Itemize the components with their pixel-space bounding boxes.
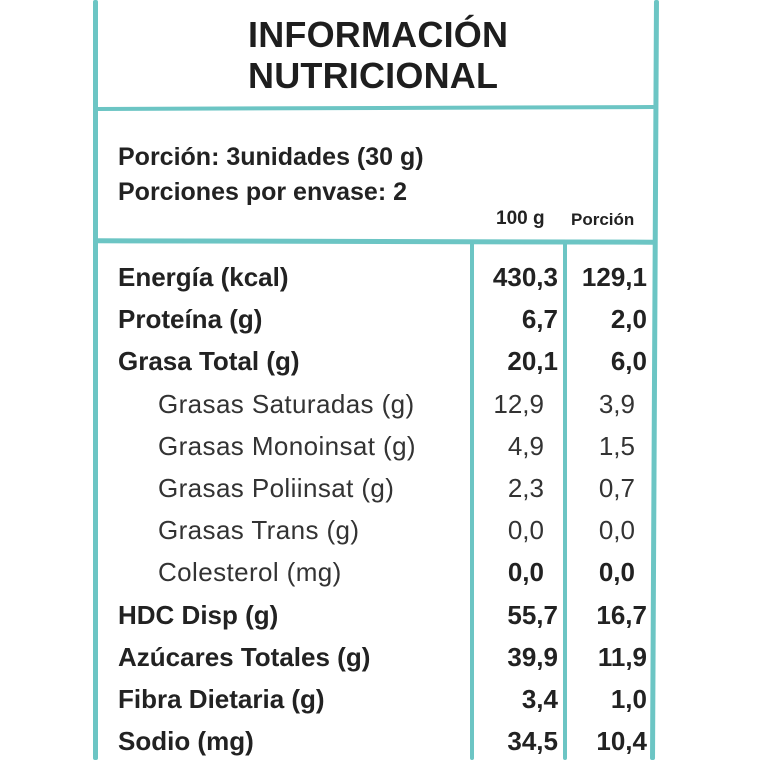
nutrient-row	[0, 300, 760, 342]
nutrient-value-portion: 3,9	[598, 388, 635, 419]
serving-info	[118, 140, 424, 210]
nutrient-row	[0, 342, 760, 384]
nutrient-name: Grasas Monoinsat (g)	[158, 430, 416, 461]
nutrient-name: Proteína (g)	[118, 304, 263, 335]
nutrient-name: Energía (kcal)	[118, 262, 289, 292]
nutrient-row	[0, 596, 760, 638]
nutrient-row	[0, 427, 760, 469]
serving-size: Porción: 3unidades (30 g)	[118, 143, 424, 171]
nutrient-value-100g: 55,7	[507, 599, 558, 630]
nutrient-name: Colesterol (mg)	[158, 557, 342, 588]
nutrient-value-portion: 1,0	[610, 683, 647, 714]
nutrient-value-portion: 0,0	[598, 515, 635, 546]
nutrient-value-100g: 0,0	[507, 515, 544, 546]
column-header-portion: Porción	[571, 210, 635, 229]
nutrient-value-portion: 0,7	[598, 472, 635, 503]
nutrient-name: Fibra Dietaria (g)	[118, 683, 325, 714]
nutrient-row	[0, 722, 760, 760]
nutrient-value-100g: 4,9	[507, 430, 544, 461]
nutrient-value-portion: 0,0	[598, 557, 635, 588]
nutrient-row	[0, 258, 760, 300]
nutrient-name: Grasas Trans (g)	[158, 515, 360, 546]
nutrient-value-100g: 34,5	[507, 726, 558, 757]
nutrient-name: Sodio (mg)	[118, 726, 254, 757]
nutrient-row	[0, 469, 760, 511]
nutrient-row	[0, 638, 760, 680]
nutrient-name: Grasas Saturadas (g)	[158, 388, 415, 419]
nutrient-value-portion: 11,9	[597, 641, 647, 672]
nutrient-name: Azúcares Totales (g)	[118, 641, 371, 672]
divider-under-serving	[95, 238, 655, 244]
nutrient-name: Grasa Total (g)	[118, 346, 300, 377]
nutrient-value-portion: 2,0	[610, 304, 647, 335]
nutrient-value-100g: 430,3	[492, 262, 558, 292]
nutrient-value-100g: 0,0	[507, 557, 544, 588]
nutrient-value-100g: 2,3	[507, 472, 544, 503]
nutrient-value-100g: 6,7	[521, 304, 558, 335]
column-header-100g: 100 g	[496, 208, 545, 229]
nutrient-name: Grasas Poliinsat (g)	[158, 472, 395, 503]
title-line-2: NUTRICIONAL	[248, 55, 499, 96]
nutrient-row	[0, 553, 760, 595]
servings-per-container: Porciones por envase: 2	[118, 178, 408, 206]
nutrient-value-100g: 20,1	[507, 346, 558, 377]
nutrient-name: HDC Disp (g)	[118, 599, 279, 630]
label-title	[248, 14, 508, 96]
nutrient-value-portion: 1,5	[598, 430, 635, 461]
nutrient-value-portion: 10,4	[596, 726, 647, 757]
title-line-1: INFORMACIÓN	[248, 14, 509, 55]
nutrient-row	[0, 511, 760, 553]
nutrient-row	[0, 680, 760, 722]
nutrient-value-portion: 129,1	[581, 262, 647, 292]
nutrient-table	[0, 258, 760, 760]
nutrient-value-100g: 3,4	[521, 683, 558, 714]
nutrient-row	[0, 385, 760, 427]
nutrient-value-portion: 16,7	[596, 599, 647, 630]
divider-under-title	[95, 105, 655, 111]
nutrient-value-portion: 6,0	[610, 346, 647, 377]
nutrient-value-100g: 12,9	[493, 388, 544, 419]
nutrient-value-100g: 39,9	[507, 641, 558, 672]
